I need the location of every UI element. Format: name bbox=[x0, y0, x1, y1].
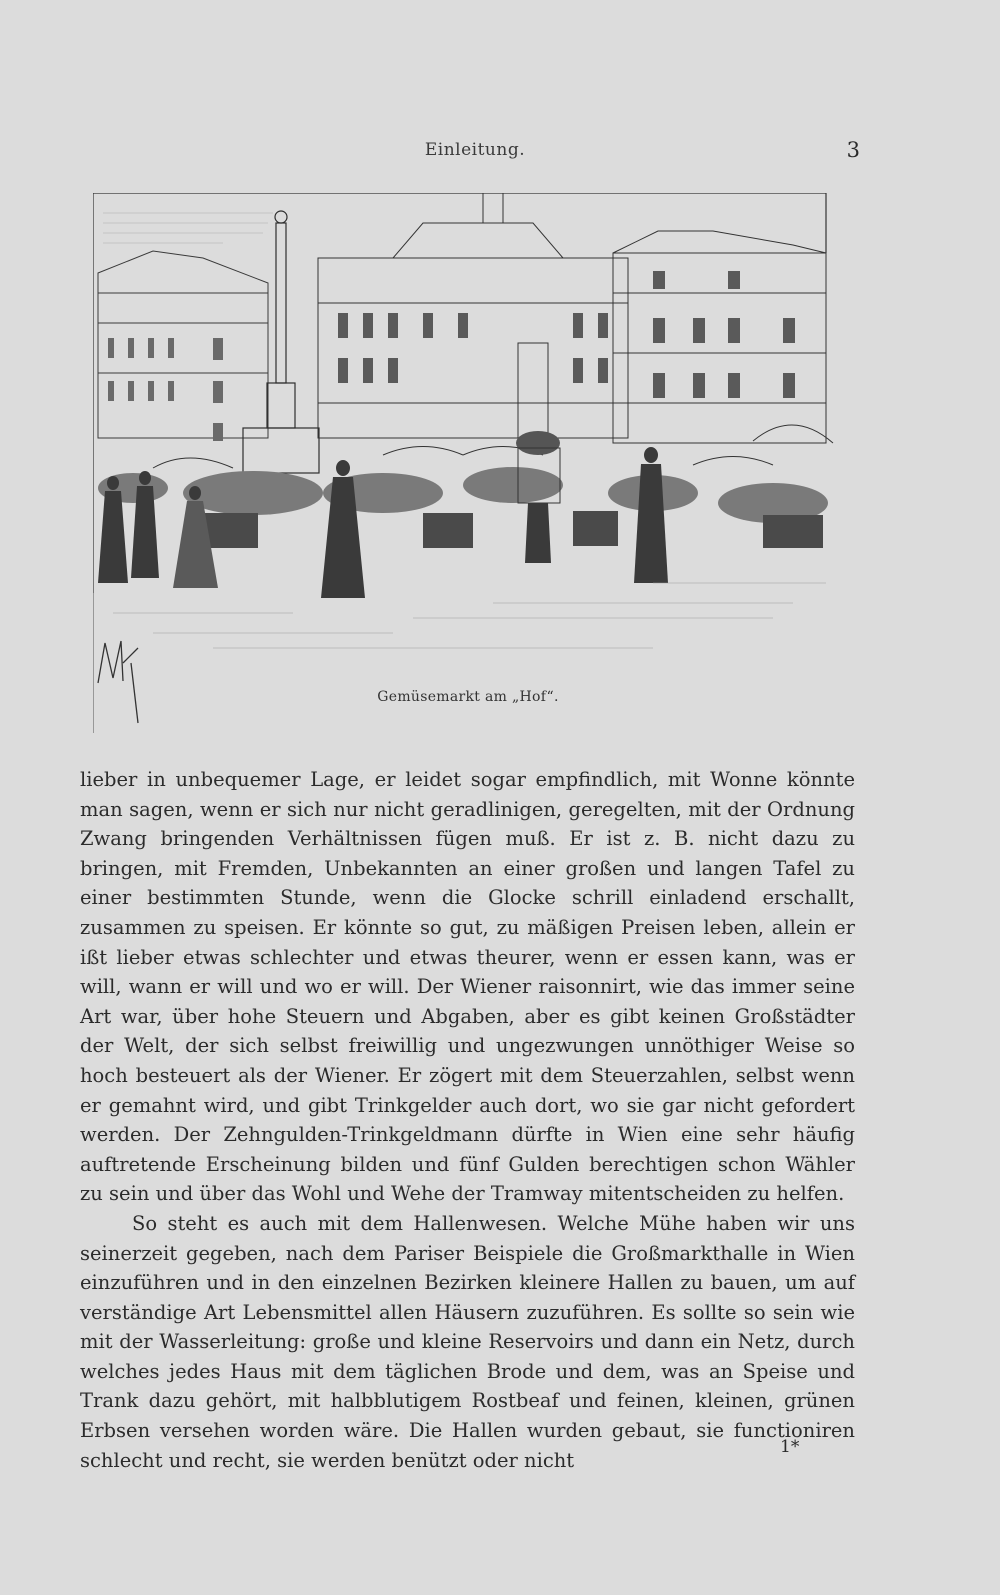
page-number: 3 bbox=[846, 138, 860, 162]
page-header bbox=[90, 140, 860, 170]
running-head: Einleitung. bbox=[424, 140, 526, 160]
paragraph-2: So steht es auch mit dem Hallenwesen. Welche Mühe haben wir uns seinerzeit gegeben, nach dem Pariser Beispiele die Großmarkthalle in Wien einzuführen und in den einzelnen Bezirken kleinere Hallen zu bauen, um auf verständige Art Lebensmittel allen Häusern zuzuführen. Es sollte so sein wie mit der Wasserleitung: große und kleine Reservoirs und dann ein Netz, durch welches jedes Haus mit dem täglichen Brode und dem, was an Speise und Trank dazu gehört, mit halbblutigem Rostbeaf und feinen, kleinen, grünen Erbsen versehen worden wäre. Die Hallen wurden gebaut, sie functioniren schlecht und recht, sie werden benützt oder nicht bbox=[80, 1211, 855, 1472]
market-illustration bbox=[93, 193, 843, 738]
body-text bbox=[80, 765, 855, 1475]
illustration-caption: Gemüsemarkt am „Hof“. bbox=[377, 689, 559, 705]
engraving-drawing bbox=[93, 193, 843, 738]
paragraph-1: lieber in unbequemer Lage, er leidet sogar empfindlich, mit Wonne könnte man sagen, wenn er sich nur nicht geradlinigen, geregelten, mit der Ordnung Zwang bringenden Verhältnissen fügen muß. Er ist z. B. nicht dazu zu bringen, mit Fremden, Unbekannten an einer großen und langen Tafel zu einer bestimmten Stunde, wenn die Glocke schrill einladend erschallt, zusammen zu speisen. Er könnte so gut, zu mäßigen Preisen leben, allein er ißt lieber etwas schlechter und etwas theurer, wenn er essen kann, was er will, wann er will und wo er will. Der Wiener raisonnirt, wie das immer seine Art war, über hohe Steuern und Abgaben, aber es gibt keinen Großstädter der Welt, der sich selbst freiwillig und ungezwungen unnöthiger Weise so hoch besteuert als der Wiener. Er zögert mit dem Steuerzahlen, selbst wenn er gemahnt wird, und gibt Trinkgelder auch dort, wo sie gar nicht gefordert werden. Der Zehngulden-Trinkgeldmann dürfte in Wien eine sehr häufig auftretende Erscheinung bilden und fünf Gulden berechtigen schon Wähler zu sein und über das Wohl und Wehe der Tramway mitentscheiden zu helfen. bbox=[80, 768, 855, 1206]
signature-mark: 1* bbox=[780, 1437, 800, 1457]
